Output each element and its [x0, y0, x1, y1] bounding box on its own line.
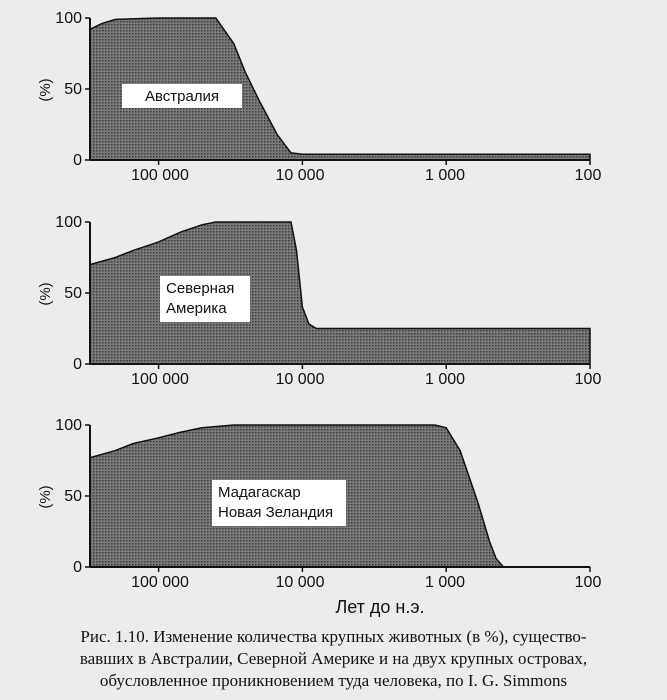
panel-madagascar-nz: [37, 417, 601, 591]
y-tick-100: 100: [55, 10, 82, 27]
y-axis-label: (%): [37, 78, 54, 102]
x-tick-1000: 1 000: [424, 167, 466, 184]
x-tick-1000: 1 000: [424, 574, 466, 591]
x-tick-100: 100: [574, 574, 602, 591]
region-label-north-america-2: Америка: [166, 300, 227, 317]
x-tick-10000: 10 000: [275, 574, 325, 591]
region-label-north-america-1: Северная: [166, 280, 235, 297]
y-axis-label: (%): [37, 282, 54, 306]
caption-line-2: вавших в Австралии, Северной Америке и на двух крупных островах,: [79, 649, 588, 668]
region-label-australia: Австралия: [144, 88, 220, 105]
y-tick-0: 0: [73, 152, 82, 169]
x-tick-100000: 100 000: [131, 167, 189, 184]
y-tick-50: 50: [64, 488, 82, 505]
x-tick-10000: 10 000: [275, 371, 325, 388]
region-label-new-zealand: Новая Зеландия: [218, 504, 334, 521]
x-tick-100000: 100 000: [131, 371, 189, 388]
y-tick-50: 50: [64, 81, 82, 98]
y-tick-0: 0: [73, 559, 82, 576]
x-tick-100000: 100 000: [131, 574, 189, 591]
y-tick-100: 100: [55, 417, 82, 434]
caption-line-3: обусловленное проникновением туда человека, по I. G. Simmons: [99, 671, 568, 690]
figure-caption: [0, 626, 667, 692]
region-label-madagascar: Мадагаскар: [218, 484, 301, 501]
x-tick-10000: 10 000: [275, 167, 325, 184]
y-tick-100: 100: [55, 214, 82, 231]
x-axis-title: Лет до н.э.: [335, 597, 425, 617]
panel-north-america: [37, 214, 601, 388]
y-axis-label: (%): [37, 485, 54, 509]
panel-australia: [37, 10, 601, 184]
y-tick-50: 50: [64, 285, 82, 302]
caption-line-1: Рис. 1.10. Изменение количества крупных животных (в %), существо-: [80, 627, 587, 646]
x-tick-100: 100: [574, 167, 602, 184]
x-tick-100: 100: [574, 371, 602, 388]
x-tick-1000: 1 000: [424, 371, 466, 388]
y-tick-0: 0: [73, 356, 82, 373]
